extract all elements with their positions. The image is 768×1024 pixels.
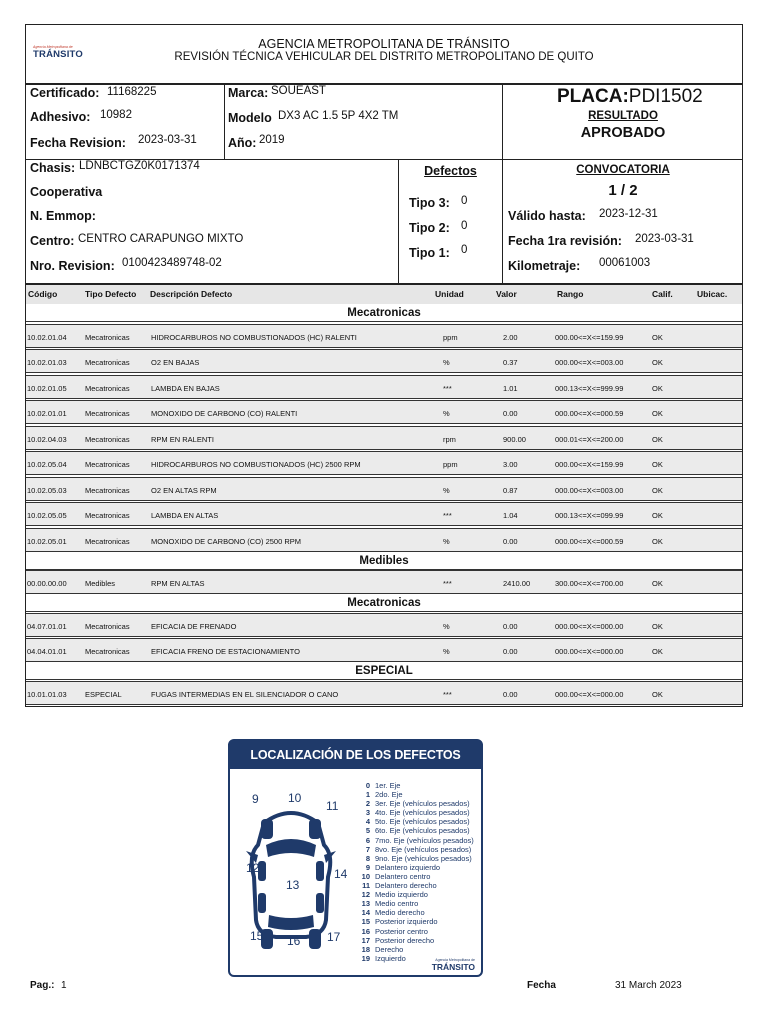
cell-unidad: %	[443, 358, 450, 367]
cell-descripcion: MONOXIDO DE CARBONO (CO) RALENTI	[151, 409, 298, 418]
tipo2-value: 0	[461, 220, 468, 232]
cell-calif: OK	[652, 647, 663, 656]
placa	[557, 86, 703, 108]
legend-text: Derecho	[375, 944, 404, 954]
cell-descripcion: HIDROCARBUROS NO COMBUSTIONADOS (HC) 2500 RPM	[151, 460, 361, 469]
fecha-revision-label: Fecha Revision:	[30, 136, 126, 150]
cell-calif: OK	[652, 460, 663, 469]
defectos-label: Defectos	[424, 164, 477, 178]
cell-calif: OK	[652, 384, 663, 393]
col-valor: Valor	[496, 289, 517, 299]
legend-number: 15	[361, 917, 370, 927]
cell-calif: OK	[652, 409, 663, 418]
table-border	[25, 284, 743, 707]
diagram-title: LOCALIZACIÓN DE LOS DEFECTOS	[230, 741, 481, 769]
legend-number: 16	[361, 926, 370, 936]
legend-item	[358, 917, 474, 926]
legend-text: 7mo. Eje (vehículos pesados)	[375, 835, 474, 845]
cell-tipo: ESPECIAL	[85, 690, 122, 699]
cell-calif: OK	[652, 435, 663, 444]
cell-unidad: ***	[443, 690, 452, 699]
cell-codigo: 10.02.01.01	[27, 409, 67, 418]
tipo2-label: Tipo 2:	[409, 221, 450, 235]
cell-codigo: 10.01.01.03	[27, 690, 67, 699]
cell-calif: OK	[652, 358, 663, 367]
legend-item	[358, 845, 474, 854]
cell-codigo: 04.04.01.01	[27, 647, 67, 656]
header-logo	[33, 45, 93, 60]
cell-calif: OK	[652, 511, 663, 520]
tipo3-label: Tipo 3:	[409, 196, 450, 210]
cell-valor: 1.01	[503, 384, 518, 393]
legend-number: 4	[365, 817, 370, 827]
legend-item	[358, 817, 474, 826]
legend-number: 7	[365, 844, 370, 854]
legend-item	[358, 808, 474, 817]
legend-text: 5to. Eje (vehículos pesados)	[375, 817, 470, 827]
legend-item	[358, 881, 474, 890]
col-unidad: Unidad	[435, 289, 464, 299]
cell-valor: 3.00	[503, 460, 518, 469]
legend-text: Medio izquierdo	[375, 890, 428, 900]
cell-unidad: %	[443, 647, 450, 656]
legend-number: 9	[365, 862, 370, 872]
legend-item	[358, 863, 474, 872]
legend-text: Delantero centro	[375, 871, 431, 881]
valido-value: 2023-12-31	[599, 208, 658, 220]
cell-valor: 0.00	[503, 622, 518, 631]
logo-text: TRÁNSITO	[33, 49, 83, 60]
nro-revision-label: Nro. Revision:	[30, 259, 115, 273]
diagram-logo-text: TRÁNSITO	[431, 962, 475, 972]
valido-label: Válido hasta:	[508, 209, 586, 223]
diagram-position-label: 15	[250, 929, 264, 943]
legend-text: 1er. Eje	[375, 781, 401, 790]
centro-value: CENTRO CARAPUNGO MIXTO	[78, 233, 244, 245]
cell-tipo: Mecatronicas	[85, 384, 130, 393]
marca-value: SOUEAST	[271, 85, 326, 97]
legend-text: Posterior centro	[375, 926, 428, 936]
cell-codigo: 10.02.05.04	[27, 460, 67, 469]
legend-text: Delantero izquierdo	[375, 862, 441, 872]
legend-text: 3er. Eje (vehículos pesados)	[375, 799, 470, 809]
cell-codigo: 10.02.05.01	[27, 537, 67, 546]
cell-unidad: %	[443, 409, 450, 418]
diagram-logo-caption: Agencia Metropolitana de	[435, 958, 475, 962]
cell-codigo: 04.07.01.01	[27, 622, 67, 631]
legend-item	[358, 826, 474, 835]
logo-caption: Agencia Metropolitana de	[33, 45, 73, 49]
legend-item	[358, 836, 474, 845]
legend-text: Medio derecho	[375, 908, 425, 918]
footer-fecha-value: 31 March 2023	[615, 980, 682, 991]
fecha-revision-value: 2023-03-31	[138, 134, 197, 146]
section-title: ESPECIAL	[26, 662, 742, 680]
header-subtitle: REVISIÓN TÉCNICA VEHICULAR DEL DISTRITO METROPOLITANO DE QUITO	[174, 51, 594, 63]
legend-item	[358, 799, 474, 808]
diagram-position-label: 9	[252, 792, 259, 806]
cell-tipo: Mecatronicas	[85, 358, 130, 367]
nro-revision-value: 0100423489748-02	[122, 257, 222, 269]
cell-tipo: Mecatronicas	[85, 622, 130, 631]
legend-item	[358, 936, 474, 945]
legend-text: Izquierdo	[375, 953, 406, 963]
cell-calif: OK	[652, 333, 663, 342]
section-title: Mecatronicas	[26, 594, 742, 612]
cell-tipo: Mecatronicas	[85, 511, 130, 520]
emmop-label: N. Emmop:	[30, 209, 96, 223]
legend-number: 18	[361, 944, 370, 954]
col-calif: Calif.	[652, 289, 673, 299]
cell-tipo: Mecatronicas	[85, 460, 130, 469]
placa-value: PDI1502	[628, 86, 703, 107]
legend-number: 11	[362, 881, 370, 891]
col-tipo: Tipo Defecto	[85, 289, 137, 299]
cell-rango: 000.13<=X<=999.99	[555, 384, 624, 393]
cell-unidad: %	[443, 537, 450, 546]
diagram-position-label: 16	[287, 934, 301, 948]
legend-item	[358, 781, 474, 790]
certificado-value: 11168225	[107, 86, 157, 98]
diagram-logo	[432, 958, 475, 972]
pag-label: Pag.:	[30, 980, 55, 991]
cell-valor: 0.00	[503, 409, 518, 418]
cell-rango: 000.00<=X<=000.00	[555, 690, 624, 699]
cell-codigo: 10.02.01.05	[27, 384, 67, 393]
legend-number: 17	[361, 935, 370, 945]
cell-unidad: ***	[443, 511, 452, 520]
legend-number: 6	[365, 835, 370, 845]
legend-item	[358, 890, 474, 899]
cell-codigo: 10.02.01.04	[27, 333, 67, 342]
km-value: 00061003	[599, 257, 651, 269]
legend-number: 8	[365, 853, 370, 863]
cell-unidad: ***	[443, 579, 452, 588]
cell-rango: 000.00<=X<=003.00	[555, 486, 624, 495]
diagram-legend	[358, 781, 474, 963]
tipo1-label: Tipo 1:	[409, 246, 450, 260]
cell-descripcion: RPM EN ALTAS	[151, 579, 205, 588]
resultado-label: RESULTADO	[588, 110, 658, 122]
legend-number: 12	[361, 890, 370, 900]
cell-tipo: Mecatronicas	[85, 435, 130, 444]
diagram-position-label: 10	[288, 791, 302, 805]
cell-unidad: rpm	[443, 435, 456, 444]
cell-descripcion: EFICACIA FRENO DE ESTACIONAMIENTO	[151, 647, 300, 656]
legend-item	[358, 790, 474, 799]
convocatoria-label: CONVOCATORIA	[576, 164, 670, 176]
cell-descripcion: RPM EN RALENTI	[151, 435, 214, 444]
col-ubicac: Ubicac.	[697, 289, 728, 299]
cell-rango: 000.00<=X<=159.99	[555, 460, 624, 469]
cell-codigo: 10.02.05.05	[27, 511, 67, 520]
legend-item	[358, 908, 474, 917]
cooperativa-label: Cooperativa	[30, 185, 103, 199]
legend-item	[358, 899, 474, 908]
centro-label: Centro:	[30, 234, 75, 248]
convocatoria-value: 1 / 2	[608, 182, 638, 199]
cell-valor: 0.00	[503, 647, 518, 656]
diagram-position-label: 11	[326, 799, 339, 813]
cell-codigo: 00.00.00.00	[27, 579, 67, 588]
cell-rango: 000.00<=X<=159.99	[555, 333, 624, 342]
pag-value: 1	[61, 980, 67, 991]
cell-valor: 0.37	[503, 358, 518, 367]
legend-item	[358, 945, 474, 954]
modelo-value: DX3 AC 1.5 5P 4X2 TM	[278, 110, 399, 122]
legend-item	[358, 872, 474, 881]
divider-1	[224, 84, 225, 160]
cell-descripcion: LAMBDA EN ALTAS	[151, 511, 219, 520]
cell-valor: 0.87	[503, 486, 518, 495]
placa-label: PLACA:	[557, 86, 629, 107]
legend-text: 8vo. Eje (vehículos pesados)	[375, 844, 472, 854]
cell-unidad: ppm	[443, 333, 458, 342]
chasis-label: Chasis:	[30, 161, 76, 175]
legend-number: 10	[361, 871, 370, 881]
diagram-position-label: 12	[246, 861, 260, 875]
modelo-label: Modelo	[228, 111, 272, 125]
cell-unidad: ***	[443, 384, 452, 393]
cell-calif: OK	[652, 486, 663, 495]
cell-rango: 000.00<=X<=000.00	[555, 622, 624, 631]
cell-descripcion: O2 EN BAJAS	[151, 358, 200, 367]
cell-tipo: Mecatronicas	[85, 647, 130, 656]
km-label: Kilometraje:	[508, 259, 581, 273]
anio-value: 2019	[259, 134, 285, 146]
cell-codigo: 10.02.04.03	[27, 435, 67, 444]
cell-calif: OK	[652, 690, 663, 699]
certificado-label: Certificado:	[30, 86, 100, 100]
diagram-position-label: 13	[286, 878, 300, 892]
header-title: AGENCIA METROPOLITANA DE TRÁNSITO	[258, 37, 510, 51]
legend-item	[358, 854, 474, 863]
legend-number: 5	[365, 826, 370, 836]
cell-tipo: Mecatronicas	[85, 333, 130, 342]
legend-number: 14	[361, 908, 370, 918]
adhesivo-label: Adhesivo:	[30, 110, 91, 124]
legend-text: Posterior derecho	[375, 935, 435, 945]
col-rango: Rango	[557, 289, 584, 299]
col-codigo: Código	[28, 289, 58, 299]
cell-valor: 0.00	[503, 690, 518, 699]
legend-number: 1	[365, 790, 370, 800]
legend-text: Posterior izquierdo	[375, 917, 438, 927]
legend-text: 6to. Eje (vehículos pesados)	[375, 826, 470, 836]
cell-calif: OK	[652, 537, 663, 546]
cell-rango: 000.01<=X<=200.00	[555, 435, 624, 444]
chasis-value: LDNBCTGZ0K0171374	[79, 160, 200, 172]
resultado-value: APROBADO	[580, 125, 666, 141]
cell-codigo: 10.02.01.03	[27, 358, 67, 367]
cell-valor: 1.04	[503, 511, 518, 520]
anio-label: Año:	[228, 136, 257, 150]
cell-rango: 300.00<=X<=700.00	[555, 579, 624, 588]
cell-unidad: %	[443, 486, 450, 495]
adhesivo-value: 10982	[100, 109, 132, 121]
diagram-position-label: 14	[334, 867, 348, 881]
cell-valor: 0.00	[503, 537, 518, 546]
cell-rango: 000.00<=X<=003.00	[555, 358, 624, 367]
section-title: Mecatronicas	[26, 304, 742, 322]
section-title: Medibles	[26, 552, 742, 570]
defect-diagram	[228, 739, 483, 977]
cell-calif: OK	[652, 579, 663, 588]
cell-rango: 000.13<=X<=099.99	[555, 511, 624, 520]
cell-calif: OK	[652, 622, 663, 631]
cell-valor: 2410.00	[503, 579, 531, 588]
legend-number: 13	[361, 899, 370, 909]
fecha1ra-label: Fecha 1ra revisión:	[508, 234, 622, 248]
cell-valor: 900.00	[503, 435, 526, 444]
cell-unidad: %	[443, 622, 450, 631]
cell-rango: 000.00<=X<=000.59	[555, 537, 624, 546]
legend-text: Delantero derecho	[375, 881, 437, 891]
legend-number: 2	[365, 799, 370, 809]
legend-text: Medio centro	[375, 899, 419, 909]
cell-rango: 000.00<=X<=000.00	[555, 647, 624, 656]
cell-descripcion: FUGAS INTERMEDIAS EN EL SILENCIADOR O CANO	[151, 690, 339, 699]
cell-descripcion: O2 EN ALTAS RPM	[151, 486, 217, 495]
legend-text: 2do. Eje	[375, 790, 403, 800]
marca-label: Marca:	[228, 86, 269, 100]
cell-tipo: Medibles	[85, 579, 116, 588]
diagram-position-label: 17	[327, 930, 341, 944]
legend-text: 9no. Eje (vehículos pesados)	[375, 853, 472, 863]
legend-number: 0	[365, 781, 370, 790]
col-descripcion: Descripción Defecto	[150, 289, 233, 299]
cell-unidad: ppm	[443, 460, 458, 469]
legend-number: 19	[361, 953, 370, 963]
cell-tipo: Mecatronicas	[85, 409, 130, 418]
cell-tipo: Mecatronicas	[85, 537, 130, 546]
cell-codigo: 10.02.05.03	[27, 486, 67, 495]
tipo1-value: 0	[461, 244, 468, 256]
cell-descripcion: EFICACIA DE FRENADO	[151, 622, 237, 631]
cell-descripcion: LAMBDA EN BAJAS	[151, 384, 220, 393]
footer-fecha-label: Fecha	[527, 980, 556, 991]
legend-number: 3	[365, 808, 370, 818]
cell-rango: 000.00<=X<=000.59	[555, 409, 624, 418]
fecha1ra-value: 2023-03-31	[635, 233, 694, 245]
cell-tipo: Mecatronicas	[85, 486, 130, 495]
cell-descripcion: MONOXIDO DE CARBONO (CO) 2500 RPM	[151, 537, 302, 546]
legend-text: 4to. Eje (vehículos pesados)	[375, 808, 470, 818]
legend-item	[358, 927, 474, 936]
cell-descripcion: HIDROCARBUROS NO COMBUSTIONADOS (HC) RALENTI	[151, 333, 357, 342]
cell-valor: 2.00	[503, 333, 518, 342]
tipo3-value: 0	[461, 195, 468, 207]
